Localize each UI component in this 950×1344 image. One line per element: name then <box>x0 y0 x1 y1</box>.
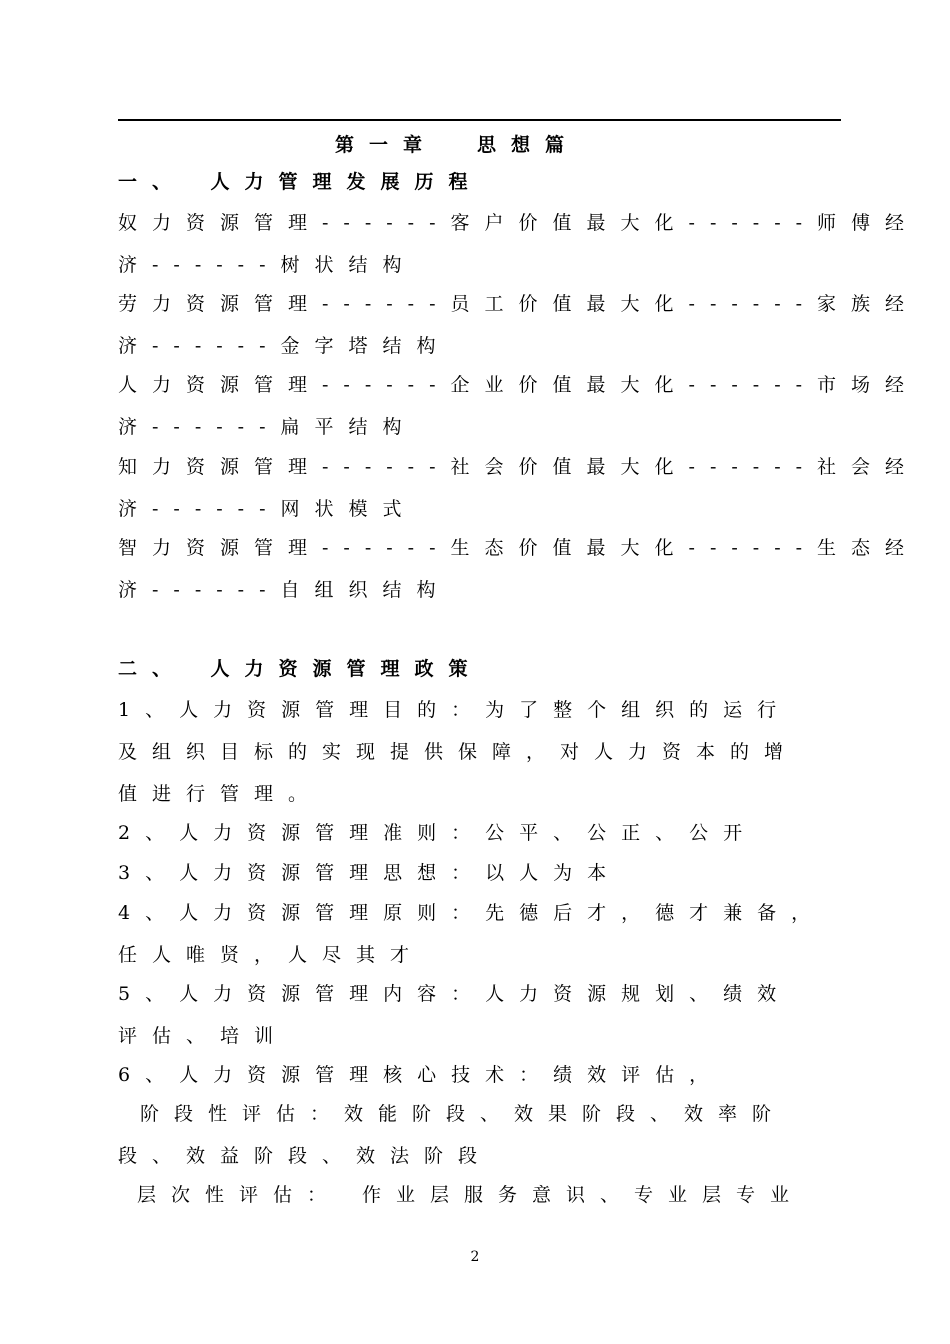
section2-line: 层次性评估： 作业层服务意识、专业层专业 <box>137 1184 805 1206</box>
section2-line: 2、人力资源管理准则：公平、公正、公开 <box>118 822 758 844</box>
section2-line: 3、人力资源管理思想：以人为本 <box>118 862 622 884</box>
section2-line: 评估、培训 <box>118 1025 289 1047</box>
section1-heading: 一、 人力管理发展历程 <box>118 171 483 193</box>
section2-line: 5、人力资源管理内容：人力资源规划、绩效 <box>118 983 792 1005</box>
section1-line: 济------金字塔结构 <box>118 335 451 357</box>
chapter-name: 思想篇 <box>477 134 580 156</box>
section2-line: 阶段性评估：效能阶段、效果阶段、效率阶 <box>140 1103 787 1125</box>
section1-line: 济------自组织结构 <box>118 579 451 601</box>
section1-line: 人力资源管理------企业价值最大化------市场经 <box>118 374 920 396</box>
section1-line: 奴力资源管理------客户价值最大化------师傅经 <box>118 212 920 234</box>
chapter-label: 第一章 <box>335 134 438 156</box>
section1-line: 知力资源管理------社会价值最大化------社会经 <box>118 456 920 478</box>
page-number: 2 <box>470 1249 480 1265</box>
section1-line: 智力资源管理------生态价值最大化------生态经 <box>118 537 920 559</box>
section1-line: 济------扁平结构 <box>118 416 417 438</box>
section2-line: 任人唯贤，人尽其才 <box>118 944 425 966</box>
section1-line: 劳力资源管理------员工价值最大化------家族经 <box>118 293 920 315</box>
section2-line: 4、人力资源管理原则：先德后才，德才兼备， <box>118 902 826 924</box>
section2-line: 及组织目标的实现提供保障，对人力资本的增 <box>118 741 799 763</box>
section1-line: 济------网状模式 <box>118 498 417 520</box>
section2-heading: 二、 人力资源管理政策 <box>118 658 483 680</box>
section2-line: 值进行管理。 <box>118 783 323 805</box>
section2-line: 1、人力资源管理目的：为了整个组织的运行 <box>118 699 792 721</box>
chapter-title <box>335 130 579 157</box>
section2-line: 段、效益阶段、效法阶段 <box>118 1145 493 1167</box>
header-rule <box>118 119 841 121</box>
section2-line: 6、人力资源管理核心技术：绩效评估， <box>118 1064 724 1086</box>
section1-line: 济------树状结构 <box>118 254 417 276</box>
